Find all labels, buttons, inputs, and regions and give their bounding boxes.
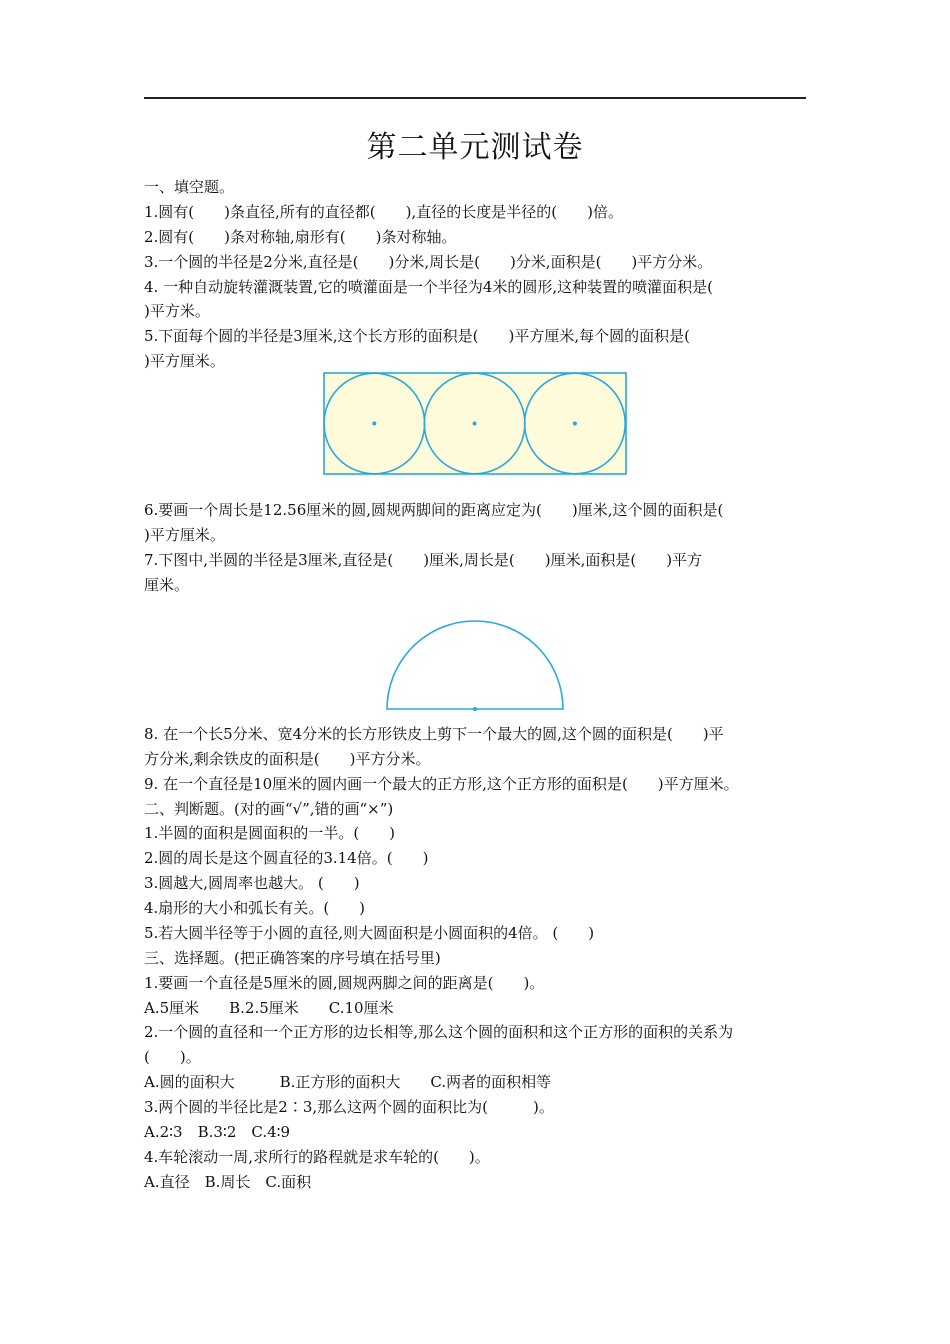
section2-heading: 二、判断题。(对的画“√”,错的画“×”): [144, 800, 394, 818]
question-1-6-line2: )平方厘米。: [144, 526, 225, 544]
center-dot: [372, 422, 376, 426]
question-1-5-line2: )平方厘米。: [144, 352, 225, 370]
judge-item: 1.半圆的面积是圆面积的一半。( ): [144, 824, 396, 842]
question-1-1: 1.圆有( )条直径,所有的直径都( ),直径的长度是半径的( )倍。: [144, 203, 623, 221]
center-dot: [473, 707, 477, 711]
section3-heading: 三、选择题。(把正确答案的序号填在括号里): [144, 949, 441, 967]
choice-question-1: 1.要画一个直径是5厘米的圆,圆规两脚之间的距离是( )。: [144, 974, 545, 992]
question-1-3: 3.一个圆的半径是2分米,直径是( )分米,周长是( )分米,面积是( )平方分米。: [144, 253, 713, 271]
choice-question-2-line1: 2.一个圆的直径和一个正方形的边长相等,那么这个圆的面积和这个正方形的面积的关系为: [144, 1023, 734, 1041]
semicircle-shape: [387, 621, 563, 709]
header-rule: [144, 97, 806, 99]
question-1-9: 9. 在一个直径是10厘米的圆内画一个最大的正方形,这个正方形的面积是( )平方厘米。: [144, 775, 739, 793]
judge-item: 3.圆越大,圆周率也越大。 ( ): [144, 874, 360, 892]
question-1-7-line1: 7.下图中,半圆的半径是3厘米,直径是( )厘米,周长是( )厘米,面积是( )平方: [144, 551, 703, 569]
question-1-7-line2: 厘米。: [144, 576, 190, 594]
page-title: 第二单元测试卷: [366, 130, 584, 165]
judge-item: 4.扇形的大小和弧长有关。( ): [144, 899, 366, 917]
choice-options-3: A.2∶3 B.3∶2 C.4∶9: [144, 1123, 291, 1141]
choice-question-2-line2: ( )。: [144, 1048, 201, 1066]
center-dot: [573, 422, 577, 426]
choice-options-2: A.圆的面积大 B.正方形的面积大 C.两者的面积相等: [144, 1073, 552, 1091]
center-dot: [473, 422, 477, 426]
question-1-8-line1: 8. 在一个长5分米、宽4分米的长方形铁皮上剪下一个最大的圆,这个圆的面积是( )平: [144, 725, 724, 743]
question-1-8-line2: 方分米,剩余铁皮的面积是( )平方分米。: [144, 750, 431, 768]
question-1-6-line1: 6.要画一个周长是12.56厘米的圆,圆规两脚间的距离应定为( )厘米,这个圆的面积是(: [144, 501, 724, 519]
question-1-2: 2.圆有( )条对称轴,扇形有( )条对称轴。: [144, 228, 457, 246]
judge-item: 2.圆的周长是这个圆直径的3.14倍。( ): [144, 849, 429, 867]
question-1-4-line1: 4. 一种自动旋转灌溉装置,它的喷灌面是一个半径为4米的圆形,这种装置的喷灌面积是(: [144, 278, 714, 296]
question-1-4-line2: )平方米。: [144, 302, 210, 320]
section1-heading: 一、填空题。: [144, 178, 235, 196]
choice-options-4: A.直径 B.周长 C.面积: [144, 1173, 312, 1191]
three-circles-figure: [322, 372, 628, 476]
choice-question-3: 3.两个圆的半径比是2∶3,那么这两个圆的面积比为( )。: [144, 1098, 554, 1116]
question-1-5-line1: 5.下面每个圆的半径是3厘米,这个长方形的面积是( )平方厘米,每个圆的面积是(: [144, 327, 690, 345]
judge-item: 5.若大圆半径等于小圆的直径,则大圆面积是小圆面积的4倍。 ( ): [144, 924, 595, 942]
choice-options-1: A.5厘米 B.2.5厘米 C.10厘米: [144, 999, 394, 1017]
choice-question-4: 4.车轮滚动一周,求所行的路程就是求车轮的( )。: [144, 1148, 490, 1166]
semicircle-figure: [384, 620, 566, 714]
